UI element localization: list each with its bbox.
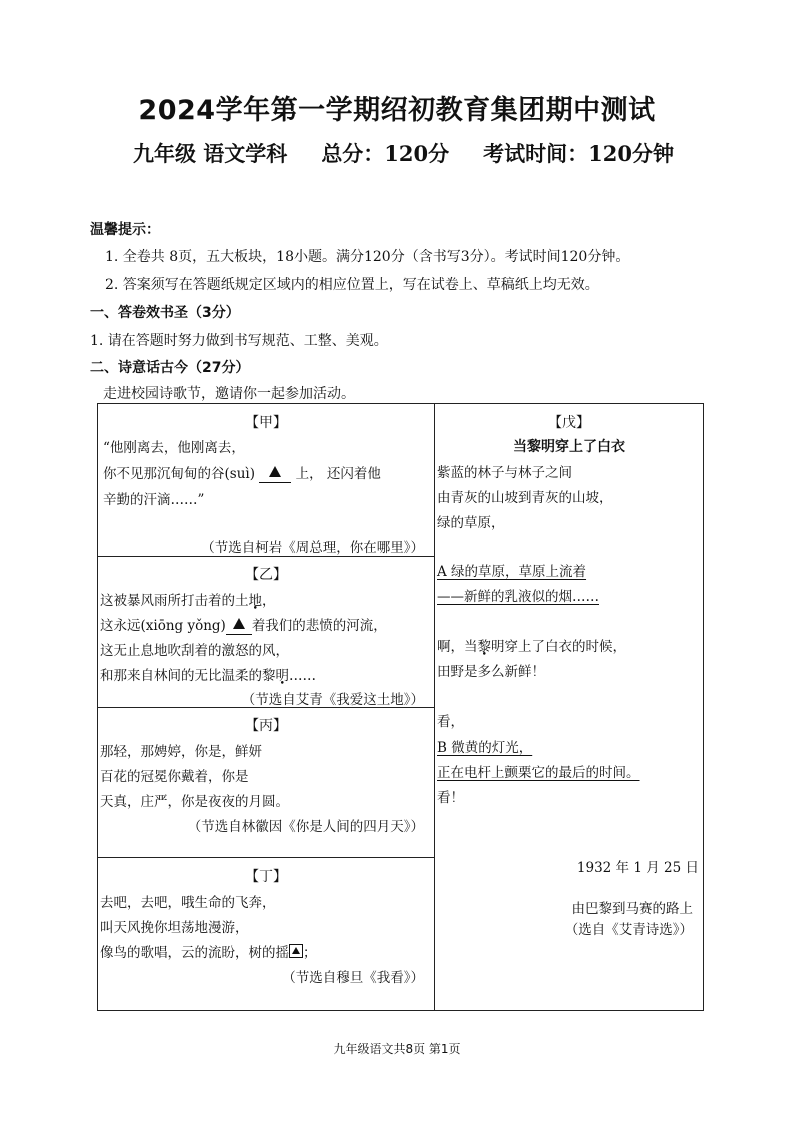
poem-wu-line: 看， [437, 714, 464, 730]
poem-ding-line-part: ； [303, 945, 317, 961]
poem-yi-line [100, 614, 387, 635]
poem-wu-line [437, 635, 626, 655]
poem-bing-line: 那轻，那娉婷，你是，鲜妍 [100, 744, 262, 760]
poem-wu-label: 【戊】 [548, 415, 590, 431]
poem-yi-line [100, 589, 276, 609]
poem-yi-line-part: 这永远(xiōng yǒng) [100, 618, 226, 634]
boxed-triangle-icon [289, 944, 303, 958]
fill-blank [226, 618, 252, 635]
poem-yi-line-part: 着我们的悲愤的河流， [251, 618, 387, 634]
poem-wu-title: 当黎明穿上了白衣 [513, 439, 625, 455]
section-2-intro: 走进校园诗歌节，邀请你一起参加活动。 [103, 386, 355, 402]
poem-wu-line-part: 啊，当 [437, 639, 478, 655]
poem-wu-line: 由青灰的山坡到青灰的山坡， [437, 490, 613, 506]
total-score: 总分：120分 [321, 141, 450, 166]
poem-jia-line [103, 462, 381, 483]
poem-bing-line: 天真，庄严，你是夜夜的月圆。 [100, 794, 289, 810]
section-2-heading: 二、诗意话古今（27分） [90, 360, 250, 376]
fill-blank [259, 466, 291, 483]
table-column-divider [434, 404, 435, 1010]
poem-wu-line: 绿的草原， [437, 515, 505, 531]
poem-wu-source: （选自《艾青诗选》） [564, 922, 693, 938]
poem-wu-line: 看！ [437, 790, 464, 806]
poem-ding-line-part: 像鸟的歌唱，云的流盼，树的摇 [100, 945, 289, 961]
poem-yi-line-part: ， [262, 593, 276, 609]
tips-heading: 温馨提示： [90, 222, 160, 238]
poem-bing-line: 百花的冠冕你戴着，你是 [100, 769, 249, 785]
tip-item-1: 1. 全卷共 8页，五大板块，18小题。满分120分（含书写3分）。考试时间120分钟。 [105, 249, 630, 265]
dotted-char: 地 [248, 593, 262, 609]
poem-yi-line [100, 664, 316, 684]
dotted-char: 黎 [477, 639, 491, 655]
poem-jia-line-part: 你不见那沉甸甸的谷(suì) [103, 466, 255, 482]
exam-time: 考试时间：120分钟 [483, 141, 674, 166]
poem-ding-line: 叫天风挽你坦荡地漫游， [100, 920, 249, 936]
poem-jia-source: （节选自柯岩《周总理，你在哪里》） [201, 540, 424, 556]
poem-yi-line-part: 这被暴风雨所打击着的土 [100, 593, 249, 609]
section-1-text: 1. 请在答题时努力做到书写规范、工整、美观。 [90, 333, 388, 349]
poem-ding-source: （节选自穆旦《我看》） [282, 970, 424, 986]
poem-table [97, 403, 704, 1011]
dotted-char: 明 [275, 668, 289, 684]
grade-subject: 九年级 语文学科 [133, 141, 288, 166]
exam-title: 2024学年第一学期绍初教育集团期中测试 [138, 95, 656, 126]
poem-wu-underlined-a: ——新鲜的乳液似的烟…… [437, 589, 599, 605]
poem-wu-place: 由巴黎到马赛的路上 [571, 901, 693, 917]
section-1-heading: 一、答卷效书圣（3分） [90, 305, 240, 321]
poem-wu-line: 紫蓝的林子与林子之间 [437, 465, 572, 481]
poem-wu-underlined-b: B 微黄的灯光， [437, 740, 533, 756]
poem-jia-label: 【甲】 [245, 415, 287, 431]
row-divider [98, 857, 434, 858]
exam-subtitle [133, 138, 674, 168]
poem-wu-date: 1932 年 1 月 25 日 [576, 860, 699, 876]
poem-bing-label: 【丙】 [245, 718, 287, 734]
poem-ding-line: 去吧，去吧，哦生命的飞奔， [100, 895, 276, 911]
triangle-icon [269, 466, 281, 477]
poem-yi-source: （节选自艾青《我爱这土地》） [241, 692, 424, 708]
row-divider [98, 556, 434, 557]
poem-yi-line-part: 和那来自林间的无比温柔的黎 [100, 668, 276, 684]
page-footer: 九年级语文共8页 第1页 [333, 1042, 461, 1056]
poem-yi-line-part: …… [289, 668, 316, 684]
poem-jia-line-part: 上， 还闪着他 [295, 466, 381, 482]
poem-jia-line: “他刚离去，他刚离去， [103, 440, 245, 456]
poem-ding-label: 【丁】 [245, 869, 287, 885]
poem-wu-line: 田野是多么新鲜！ [437, 664, 545, 680]
tip-item-2: 2. 答案须写在答题纸规定区域内的相应位置上，写在试卷上、草稿纸上均无效。 [105, 277, 599, 293]
triangle-icon [233, 618, 245, 629]
poem-yi-label: 【乙】 [245, 567, 287, 583]
poem-wu-underlined-a: A 绿的草原，草原上流着 [437, 564, 587, 580]
poem-wu-line-part: 明穿上了白衣的时候， [491, 639, 626, 655]
poem-wu-underlined-b: 正在电杆上颤栗它的最后的时间。 [437, 765, 640, 781]
poem-ding-line [100, 941, 317, 961]
poem-bing-source: （节选自林徽因《你是人间的四月天》） [187, 819, 424, 835]
poem-jia-line: 辛勤的汗滴……” [103, 492, 205, 508]
poem-yi-line: 这无止息地吹刮着的激怒的风， [100, 643, 289, 659]
